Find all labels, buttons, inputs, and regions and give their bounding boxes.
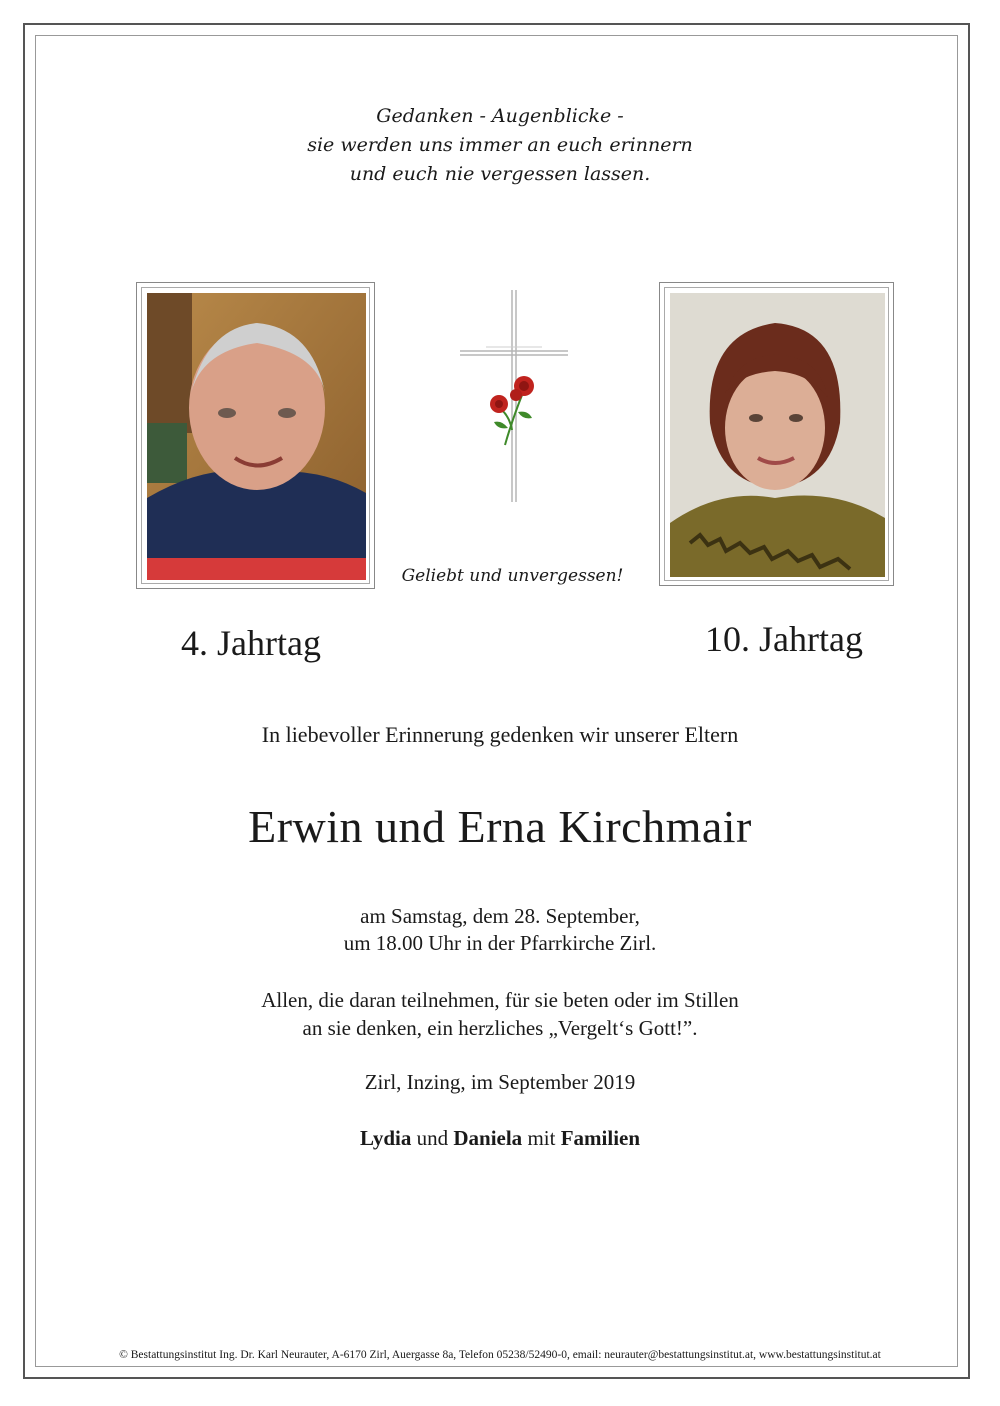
footer: © Bestattungsinstitut Ing. Dr. Karl Neurauter, A-6170 Zirl, Auergasse 8a, Telefon 05238/52490-0, email: neurauter@bestattungsinstitut.at, www.bestattungsinstitut.at: [119, 1349, 881, 1361]
right-portrait-frame: [659, 282, 894, 586]
thanks-text: [0, 986, 1000, 1042]
motto-line: und euch nie vergessen lassen.: [349, 163, 651, 185]
service-details: [0, 903, 1000, 957]
thanks-line: an sie denken, ein herzliches „Vergelt‘s Gott!”.: [302, 1016, 698, 1040]
signer-join: und: [416, 1126, 449, 1150]
right-portrait-photo: [670, 293, 885, 577]
cross-with-roses-icon: [460, 290, 568, 505]
lead-text: In liebevoller Erinnerung gedenken wir unserer Eltern: [261, 722, 739, 747]
deceased-names: Erwin und Erna Kirchmair: [248, 801, 752, 852]
left-anniversary: 4. Jahrtag: [181, 623, 321, 663]
signer-name: Familien: [560, 1126, 641, 1150]
left-portrait-frame: [136, 282, 375, 589]
left-portrait-photo: [147, 293, 366, 580]
signers: [0, 1126, 1000, 1151]
inner-border: [35, 35, 958, 1367]
thanks-line: Allen, die daran teilnehmen, für sie beten oder im Stillen: [261, 988, 739, 1012]
quote: Geliebt und unvergessen!: [401, 566, 624, 586]
signer-name: Daniela: [453, 1126, 523, 1150]
motto-line: sie werden uns immer an euch erinnern: [307, 134, 693, 156]
service-details-line: am Samstag, dem 28. September,: [360, 904, 640, 928]
place-date: Zirl, Inzing, im September 2019: [364, 1070, 636, 1094]
service-details-line: um 18.00 Uhr in der Pfarrkirche Zirl.: [343, 931, 657, 955]
signer-name: Lydia: [359, 1126, 412, 1150]
motto-line: Gedanken - Augenblicke -: [376, 105, 624, 127]
signer-join: mit: [527, 1126, 556, 1150]
motto: [0, 102, 1000, 189]
right-anniversary: 10. Jahrtag: [705, 619, 863, 659]
